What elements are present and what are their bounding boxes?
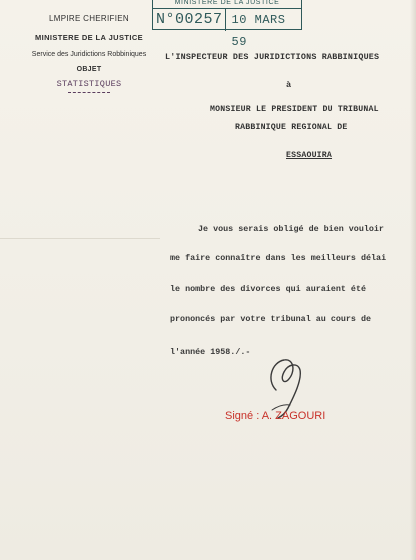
objet-value: STATISTIQUES [56, 79, 122, 89]
stamp-title: MINISTERE DE LA JUSTICE [153, 0, 301, 9]
recipient-city: ESSAOUIRA [286, 151, 333, 160]
registration-stamp [152, 0, 302, 49]
letterhead-empire: LMPIRE CHERIFIEN [49, 14, 129, 23]
body-line-1: Je vous serais obligé de bien vouloir [198, 224, 384, 234]
stamp-date: 10 MARS 59 [231, 13, 286, 49]
sender-line: L'INSPECTEUR DES JURIDICTIONS RABBINIQUES [165, 52, 380, 62]
recipient-line-1: MONSIEUR LE PRESIDENT DU TRIBUNAL [210, 105, 379, 114]
stamp-number: N°00257 [153, 9, 226, 31]
signed-by: Signé : A. ZAGOURI [225, 410, 326, 422]
objet-underline [68, 92, 110, 94]
letterhead [20, 14, 158, 94]
a-line: à [286, 80, 292, 90]
body-line-2: me faire connaître dans les meilleurs délai [170, 253, 387, 263]
letterhead-service: Service des Juridictions Robbiniques [31, 51, 147, 58]
body-line-5: l'année 1958./.- [170, 347, 251, 357]
body-line-4: prononcés par votre tribunal au cours de [170, 314, 372, 324]
recipient-line-2: RABBINIQUE REGIONAL DE [235, 123, 348, 132]
page-edge [410, 0, 416, 560]
stamp-row [153, 9, 301, 49]
paper-fold [0, 238, 160, 239]
letterhead-ministry: MINISTERE DE LA JUSTICE [34, 33, 144, 42]
body-line-3: le nombre des divorces qui auraient été [170, 284, 367, 294]
objet-label: OBJET [76, 66, 102, 73]
